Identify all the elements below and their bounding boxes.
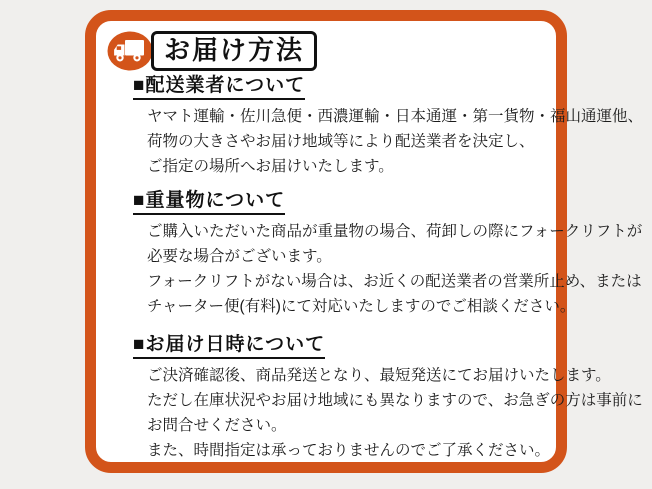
section-heavy-items-body: [147, 219, 643, 319]
body-text-line: チャーター便(有料)にて対応いたしますのでご相談ください。: [147, 298, 576, 315]
section-delivery-schedule-heading: ■お届け日時について: [133, 334, 325, 359]
body-text-line: 荷物の大きさやお届け地域等により配送業者を決定し、: [147, 133, 535, 150]
section-heavy-items-heading: ■重量物について: [133, 190, 285, 215]
body-text-line: ヤマト運輸・佐川急便・西濃運輸・日本通運・第一貨物・福山通運他、: [147, 108, 644, 125]
panel-header: [107, 29, 542, 73]
body-text-line: ご購入いただいた商品が重量物の場合、荷卸しの際にフォークリフトが: [147, 223, 643, 240]
section-heavy-items: [133, 179, 643, 319]
body-text-line: ただし在庫状況やお届け地域にも異なりますので、お急ぎの方は事前に: [147, 392, 643, 409]
body-text-line: フォークリフトがない場合は、お近くの配送業者の営業所止め、または: [147, 273, 642, 290]
body-text-line: お問合せください。: [147, 417, 287, 434]
section-carriers: [133, 73, 644, 179]
body-text-line: ご決済確認後、商品発送となり、最短発送にてお届けいたします。: [147, 367, 611, 384]
body-text-line: ご指定の場所へお届けいたします。: [147, 158, 394, 175]
section-carriers-heading: ■配送業者について: [133, 75, 305, 100]
section-carriers-body: [147, 104, 644, 179]
delivery-info-panel: [85, 10, 644, 473]
section-delivery-schedule: [133, 319, 643, 463]
section-delivery-schedule-body: [147, 363, 643, 463]
body-text-line: 必要な場合がございます。: [147, 248, 332, 265]
body-text-line: また、時間指定は承っておりませんのでご了承ください。: [147, 442, 551, 459]
truck-icon: [107, 31, 153, 71]
panel-title: お届け方法: [151, 31, 317, 71]
